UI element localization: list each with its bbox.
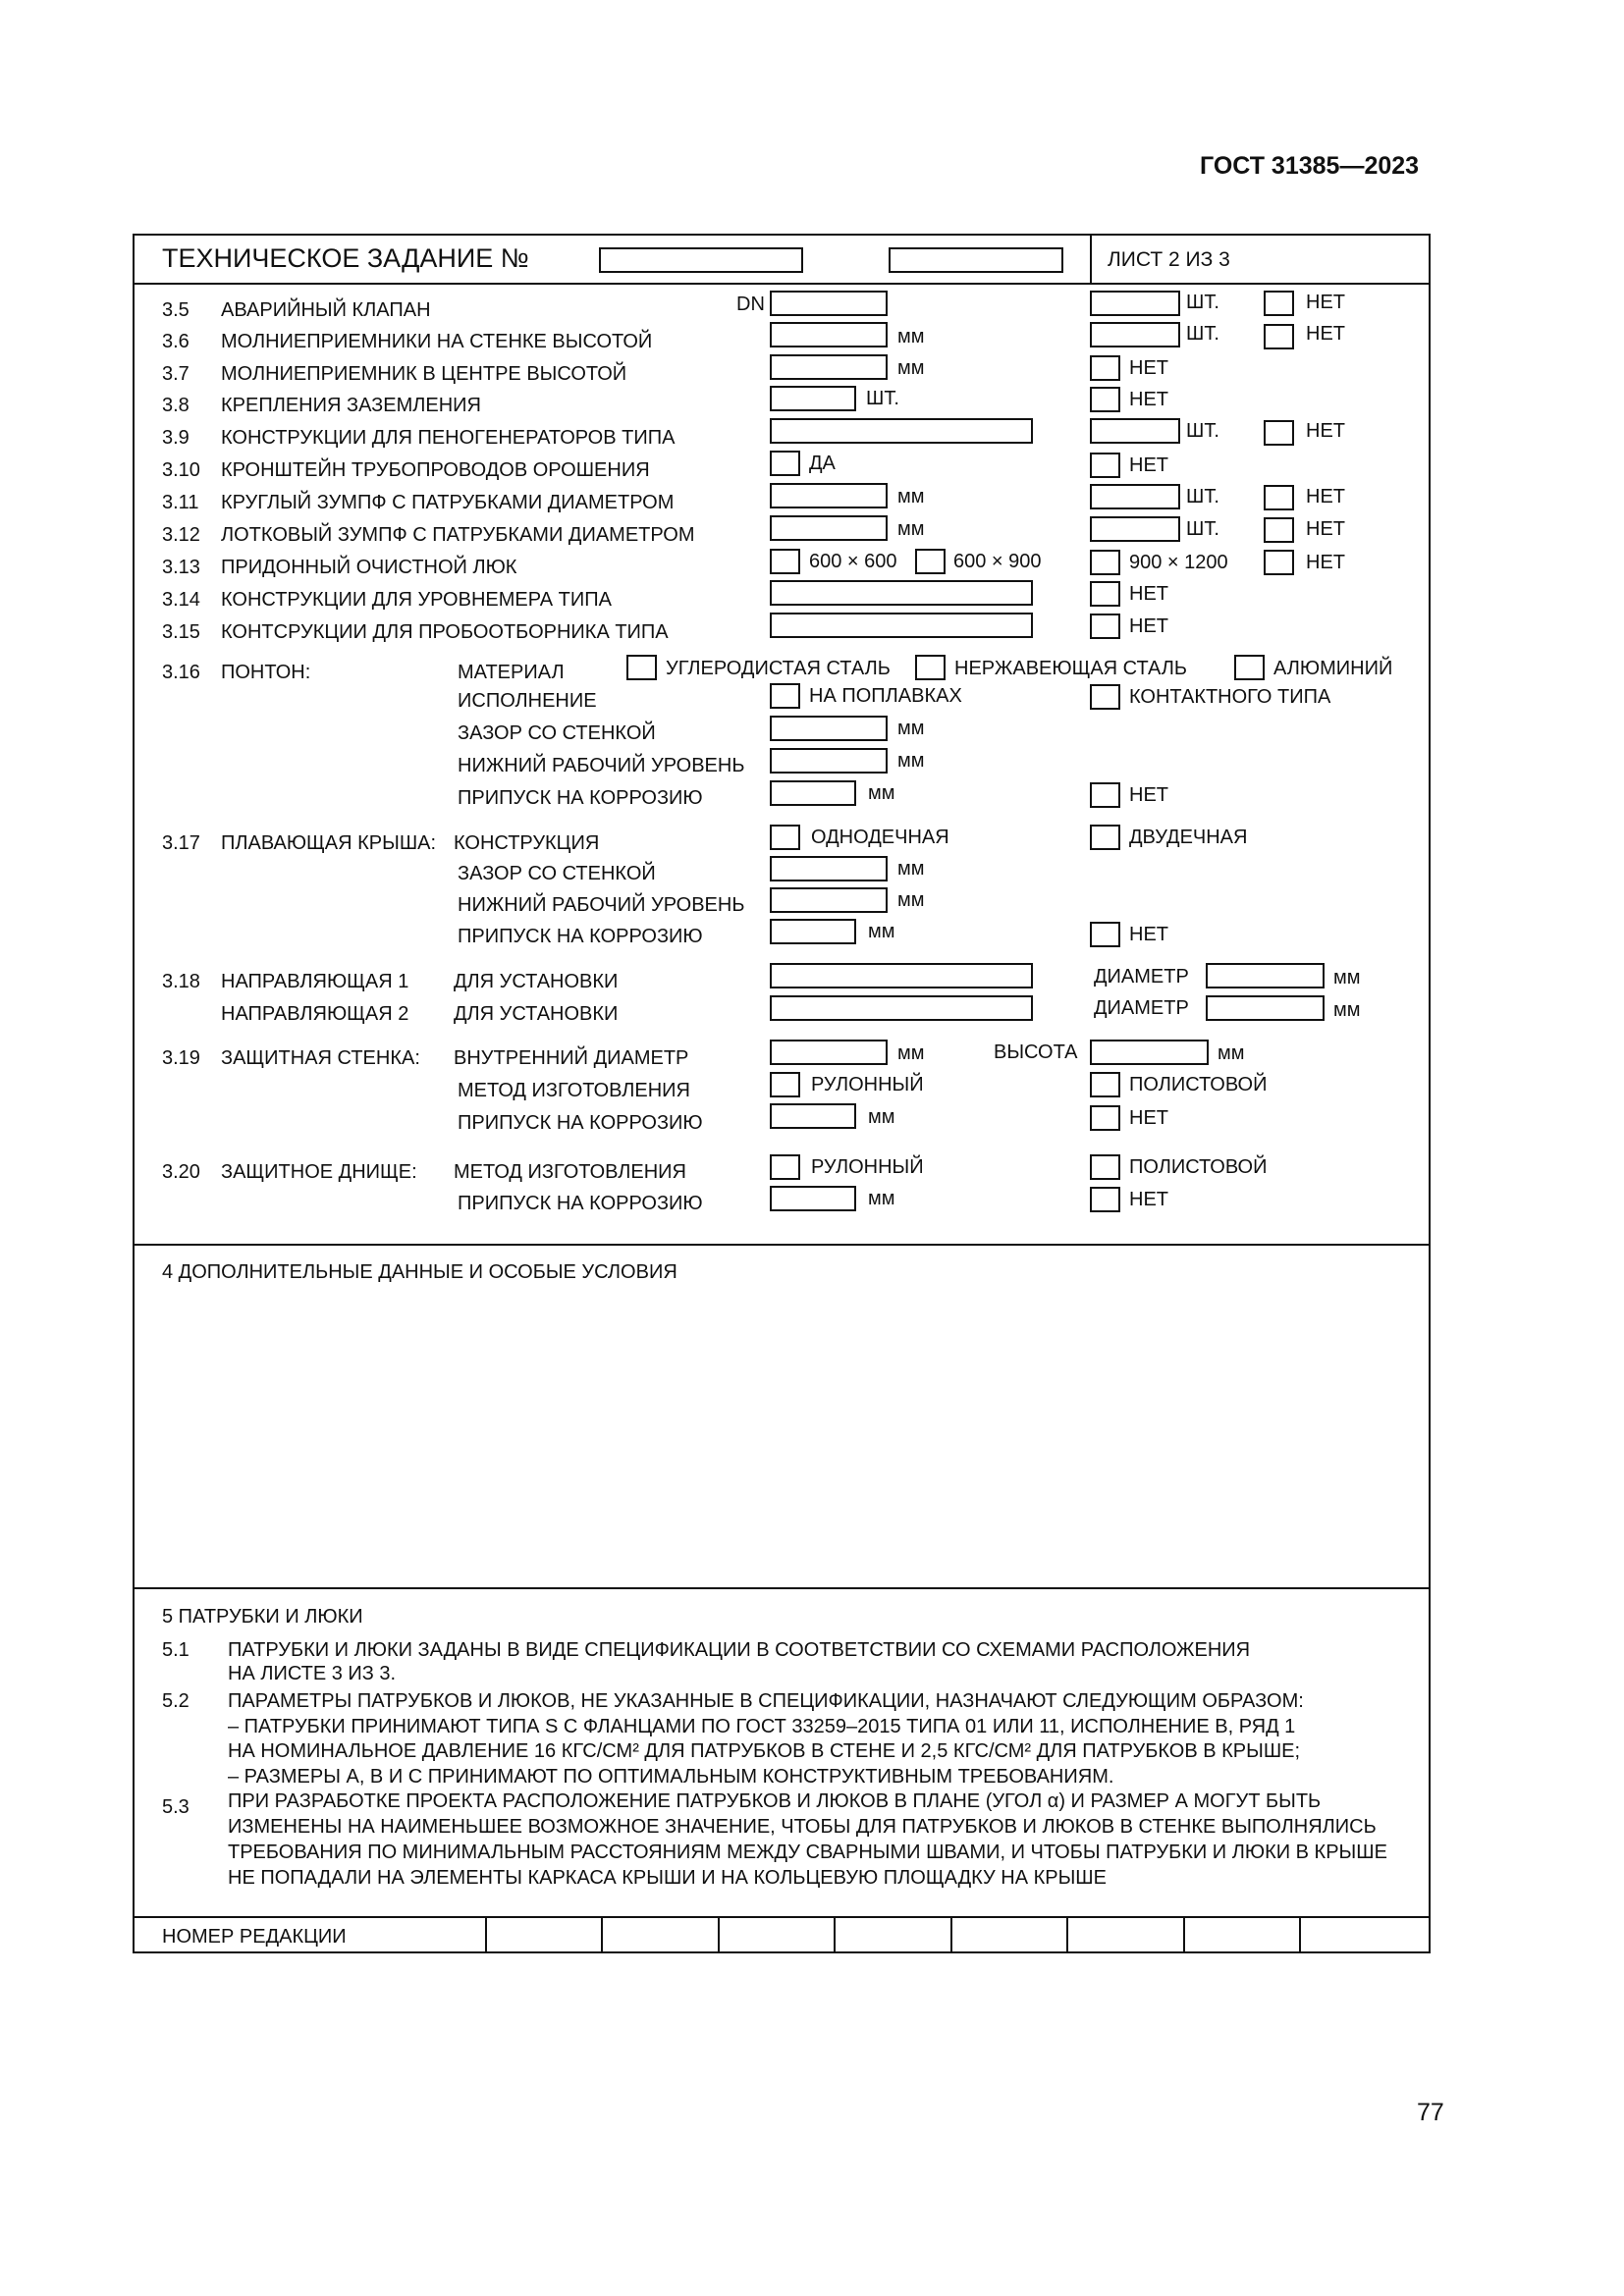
- pontoon-stainless-label: НЕРЖАВЕЮЩАЯ СТАЛЬ: [954, 658, 1188, 679]
- cleanout-size-label: 600 × 900: [953, 551, 1042, 572]
- pontoon-level-label: НИЖНИЙ РАБОЧИЙ УРОВЕНЬ: [458, 755, 745, 776]
- grounding-no-checkbox[interactable]: [1090, 387, 1120, 412]
- wall-roll-label: РУЛОННЫЙ: [811, 1074, 924, 1095]
- center-lightning-no-checkbox[interactable]: [1090, 355, 1120, 381]
- no-label: НЕТ: [1306, 518, 1345, 540]
- row-number: 3.18: [162, 971, 200, 992]
- no-label: НЕТ: [1129, 357, 1168, 379]
- paragraph-number: 5.1: [162, 1639, 189, 1661]
- diameter-label: ДИАМЕТР: [1094, 997, 1189, 1019]
- row-label: КОНСТРУКЦИИ ДЛЯ ПЕНОГЕНЕРАТОРОВ ТИПА: [221, 427, 676, 449]
- section-rule: [133, 1587, 1431, 1589]
- paragraph-number: 5.2: [162, 1690, 189, 1712]
- pontoon-carbon-steel-checkbox[interactable]: [626, 655, 657, 680]
- unit-pcs: ШТ.: [1186, 486, 1219, 507]
- roof-double-deck-checkbox[interactable]: [1090, 825, 1120, 850]
- foam-generator-no-checkbox[interactable]: [1264, 420, 1294, 446]
- unit-mm: мм: [1218, 1042, 1245, 1064]
- round-sump-diameter-field[interactable]: [770, 483, 888, 508]
- grounding-qty-field[interactable]: [770, 386, 856, 411]
- unit-mm: мм: [897, 518, 925, 540]
- row-label: ЗАЩИТНОЕ ДНИЩЕ:: [221, 1161, 417, 1183]
- roof-level-field[interactable]: [770, 887, 888, 913]
- row-label: КРУГЛЫЙ ЗУМПФ С ПАТРУБКАМИ ДИАМЕТРОМ: [221, 492, 675, 513]
- row-number: 3.14: [162, 589, 200, 611]
- cleanout-600x900-checkbox[interactable]: [915, 549, 946, 574]
- revision-cell-divider: [950, 1916, 952, 1953]
- cleanout-size-label: 900 × 1200: [1129, 552, 1228, 573]
- unit-pcs: ШТ.: [1186, 323, 1219, 345]
- cleanout-900x1200-checkbox[interactable]: [1090, 550, 1120, 575]
- paragraph-text: ТРЕБОВАНИЯ ПО МИНИМАЛЬНЫМ РАССТОЯНИЯМ МЕЖДУ СВАРНЫМИ ШВАМИ, И ЧТОБЫ ПАТРУБКИ И ЛЮКИ В КРЫШЕ: [228, 1842, 1387, 1863]
- unit-mm: мм: [897, 357, 925, 379]
- guide-1-install-field[interactable]: [770, 963, 1033, 988]
- row-label: МОЛНИЕПРИЕМНИК В ЦЕНТРЕ ВЫСОТОЙ: [221, 363, 627, 385]
- pontoon-carbon-steel-label: УГЛЕРОДИСТАЯ СТАЛЬ: [666, 658, 891, 679]
- yes-label: ДА: [809, 453, 836, 474]
- no-label: НЕТ: [1129, 1107, 1168, 1129]
- pontoon-design-label: ИСПОЛНЕНИЕ: [458, 690, 597, 712]
- cleanout-600x600-checkbox[interactable]: [770, 549, 800, 574]
- revision-cell-divider: [1299, 1916, 1301, 1953]
- pontoon-floats-checkbox[interactable]: [770, 683, 800, 709]
- standard-number: ГОСТ 31385—2023: [1200, 152, 1420, 180]
- no-label: НЕТ: [1129, 924, 1168, 945]
- wall-inner-diameter-label: ВНУТРЕННИЙ ДИАМЕТР: [454, 1047, 689, 1069]
- row-number: 3.19: [162, 1047, 200, 1069]
- bottom-corrosion-no-checkbox[interactable]: [1090, 1187, 1120, 1212]
- row-label: КОНТСРУКЦИИ ДЛЯ ПРОБООТБОРНИКА ТИПА: [221, 621, 669, 643]
- pontoon-stainless-checkbox[interactable]: [915, 655, 946, 680]
- row-label: АВАРИЙНЫЙ КЛАПАН: [221, 299, 431, 321]
- no-label: НЕТ: [1129, 454, 1168, 476]
- footer-rule: [133, 1916, 1431, 1918]
- emergency-valve-no-checkbox[interactable]: [1264, 291, 1294, 316]
- tray-sump-qty-field[interactable]: [1090, 516, 1180, 542]
- section-4-title: 4 ДОПОЛНИТЕЛЬНЫЕ ДАННЫЕ И ОСОБЫЕ УСЛОВИЯ: [162, 1261, 677, 1283]
- no-label: НЕТ: [1129, 1189, 1168, 1210]
- roof-corrosion-no-checkbox[interactable]: [1090, 922, 1120, 947]
- unit-mm: мм: [1333, 999, 1361, 1021]
- pontoon-contact-label: КОНТАКТНОГО ТИПА: [1129, 686, 1331, 708]
- pontoon-level-field[interactable]: [770, 748, 888, 774]
- round-sump-qty-field[interactable]: [1090, 484, 1180, 509]
- bottom-method-label: МЕТОД ИЗГОТОВЛЕНИЯ: [454, 1161, 686, 1183]
- unit-mm: мм: [868, 1188, 895, 1209]
- paragraph-text: – ПАТРУБКИ ПРИНИМАЮТ ТИПА S С ФЛАНЦАМИ ПО ГОСТ 33259–2015 ТИПА 01 ИЛИ 11, ИСПОЛНЕНИЕ В, РЯД 1: [228, 1716, 1296, 1737]
- emergency-valve-qty-field[interactable]: [1090, 291, 1180, 316]
- sampler-type-field[interactable]: [770, 613, 1033, 638]
- row-label: ПЛАВАЮЩАЯ КРЫША:: [221, 832, 437, 854]
- paragraph-text: ПРИ РАЗРАБОТКЕ ПРОЕКТА РАСПОЛОЖЕНИЕ ПАТРУБКОВ И ЛЮКОВ В ПЛАНЕ (УГОЛ α) И РАЗМЕР А МОГУТ БЫТЬ: [228, 1790, 1322, 1812]
- unit-mm: мм: [868, 921, 895, 942]
- unit-mm: мм: [868, 1106, 895, 1128]
- row-label: КОНСТРУКЦИИ ДЛЯ УРОВНЕМЕРА ТИПА: [221, 589, 612, 611]
- guide-1-diameter-field[interactable]: [1206, 963, 1325, 988]
- no-label: НЕТ: [1306, 292, 1345, 313]
- section-rule: [133, 1244, 1431, 1246]
- roof-construction-label: КОНСТРУКЦИЯ: [454, 832, 600, 854]
- row-number: 3.16: [162, 662, 200, 683]
- tray-sump-no-checkbox[interactable]: [1264, 517, 1294, 543]
- unit-pcs: ШТ.: [1186, 518, 1219, 540]
- header-rule: [133, 283, 1431, 285]
- row-number: 3.7: [162, 363, 189, 385]
- guide-2-install-field[interactable]: [770, 995, 1033, 1021]
- bottom-roll-checkbox[interactable]: [770, 1154, 800, 1180]
- wall-roll-checkbox[interactable]: [770, 1072, 800, 1097]
- wall-height-field[interactable]: [1090, 1040, 1209, 1065]
- roof-gap-field[interactable]: [770, 856, 888, 881]
- row-number: 3.8: [162, 395, 189, 416]
- wall-lightning-qty-field[interactable]: [1090, 322, 1180, 347]
- additional-data-area[interactable]: [147, 1291, 1414, 1575]
- emergency-valve-dn-field[interactable]: [770, 291, 888, 316]
- no-label: НЕТ: [1129, 583, 1168, 605]
- roof-corrosion-label: ПРИПУСК НА КОРРОЗИЮ: [458, 926, 703, 947]
- no-label: НЕТ: [1306, 486, 1345, 507]
- revision-cell-divider: [834, 1916, 836, 1953]
- pontoon-floats-label: НА ПОПЛАВКАХ: [809, 685, 962, 707]
- form-title: ТЕХНИЧЕСКОЕ ЗАДАНИЕ №: [162, 243, 529, 273]
- sprinkler-bracket-no-checkbox[interactable]: [1090, 453, 1120, 478]
- roof-double-deck-label: ДВУДЕЧНАЯ: [1129, 827, 1248, 848]
- bottom-roll-label: РУЛОННЫЙ: [811, 1156, 924, 1178]
- paragraph-text: – РАЗМЕРЫ А, В И С ПРИНИМАЮТ ПО ОПТИМАЛЬНЫМ КОНСТРУКТИВНЫМ ТРЕБОВАНИЯМ.: [228, 1766, 1114, 1788]
- pontoon-material-label: МАТЕРИАЛ: [458, 662, 565, 683]
- diameter-label: ДИАМЕТР: [1094, 966, 1189, 988]
- level-gauge-no-checkbox[interactable]: [1090, 581, 1120, 607]
- wall-lightning-height-field[interactable]: [770, 322, 888, 347]
- roof-single-deck-label: ОДНОДЕЧНАЯ: [811, 827, 949, 848]
- row-number: 3.6: [162, 331, 189, 352]
- no-label: НЕТ: [1306, 420, 1345, 442]
- guide-2-diameter-field[interactable]: [1206, 995, 1325, 1021]
- unit-mm: мм: [1333, 967, 1361, 988]
- no-label: НЕТ: [1129, 615, 1168, 637]
- row-number: 3.13: [162, 557, 200, 578]
- guide-1-install-label: ДЛЯ УСТАНОВКИ: [454, 971, 619, 992]
- roof-corrosion-field[interactable]: [770, 919, 856, 944]
- paragraph-text: НА ЛИСТЕ 3 ИЗ 3.: [228, 1663, 397, 1684]
- bottom-corrosion-field[interactable]: [770, 1186, 856, 1211]
- unit-mm: мм: [897, 486, 925, 507]
- wall-corrosion-field[interactable]: [770, 1103, 856, 1129]
- page-number: 77: [1417, 2099, 1444, 2126]
- paragraph-text: ПАТРУБКИ И ЛЮКИ ЗАДАНЫ В ВИДЕ СПЕЦИФИКАЦИИ В СООТВЕТСТВИИ СО СХЕМАМИ РАСПОЛОЖЕНИЯ: [228, 1639, 1251, 1661]
- foam-generator-qty-field[interactable]: [1090, 418, 1180, 444]
- form-code-field[interactable]: [889, 247, 1063, 273]
- row-number: 3.12: [162, 524, 200, 546]
- no-label: НЕТ: [1129, 389, 1168, 410]
- unit-mm: мм: [897, 718, 925, 739]
- revision-cell-divider: [1066, 1916, 1068, 1953]
- center-lightning-height-field[interactable]: [770, 354, 888, 380]
- unit-mm: мм: [897, 750, 925, 772]
- pontoon-corrosion-field[interactable]: [770, 780, 856, 806]
- roof-level-label: НИЖНИЙ РАБОЧИЙ УРОВЕНЬ: [458, 894, 745, 916]
- cleanout-size-label: 600 × 600: [809, 551, 897, 572]
- sheet-number: ЛИСТ 2 ИЗ 3: [1108, 248, 1230, 271]
- sampler-no-checkbox[interactable]: [1090, 614, 1120, 639]
- round-sump-no-checkbox[interactable]: [1264, 485, 1294, 510]
- sprinkler-bracket-yes-checkbox[interactable]: [770, 451, 800, 476]
- unit-mm: мм: [897, 858, 925, 880]
- row-label: КРЕПЛЕНИЯ ЗАЗЕМЛЕНИЯ: [221, 395, 481, 416]
- tray-sump-diameter-field[interactable]: [770, 515, 888, 541]
- pontoon-corrosion-label: ПРИПУСК НА КОРРОЗИЮ: [458, 787, 703, 809]
- unit-pcs: ШТ.: [1186, 420, 1219, 442]
- revision-cell-divider: [601, 1916, 603, 1953]
- roof-gap-label: ЗАЗОР СО СТЕНКОЙ: [458, 863, 656, 884]
- unit-mm: мм: [897, 889, 925, 911]
- row-label: ПРИДОННЫЙ ОЧИСТНОЙ ЛЮК: [221, 557, 517, 578]
- paragraph-text: НЕ ПОПАДАЛИ НА ЭЛЕМЕНТЫ КАРКАСА КРЫШИ И НА КОЛЬЦЕВУЮ ПЛОЩАДКУ НА КРЫШЕ: [228, 1867, 1107, 1889]
- revision-cell-divider: [1183, 1916, 1185, 1953]
- row-label: МОЛНИЕПРИЕМНИКИ НА СТЕНКЕ ВЫСОТОЙ: [221, 331, 653, 352]
- row-number: 3.15: [162, 621, 200, 643]
- no-label: НЕТ: [1129, 784, 1168, 806]
- height-label: ВЫСОТА: [994, 1041, 1078, 1063]
- bottom-sheet-checkbox[interactable]: [1090, 1154, 1120, 1180]
- wall-inner-diameter-field[interactable]: [770, 1040, 888, 1065]
- paragraph-text: НА НОМИНАЛЬНОЕ ДАВЛЕНИЕ 16 КГС/СМ² ДЛЯ ПАТРУБКОВ В СТЕНЕ И 2,5 КГС/СМ² ДЛЯ ПАТРУБКОВ В КРЫШЕ;: [228, 1740, 1301, 1762]
- revision-cell-divider: [718, 1916, 720, 1953]
- pontoon-contact-checkbox[interactable]: [1090, 684, 1120, 710]
- form-number-field[interactable]: [599, 247, 803, 273]
- bottom-sheet-label: ПОЛИСТОВОЙ: [1129, 1156, 1268, 1178]
- cleanout-no-checkbox[interactable]: [1264, 550, 1294, 575]
- no-label: НЕТ: [1306, 552, 1345, 573]
- unit-pcs: ШТ.: [1186, 292, 1219, 313]
- paragraph-text: ИЗМЕНЕНЫ НА НАИМЕНЬШЕЕ ВОЗМОЖНОЕ ЗНАЧЕНИЕ, ЧТОБЫ ДЛЯ ПАТРУБКОВ И ЛЮКОВ В СТЕНКЕ ВЫПОЛНЯЛИСЬ: [228, 1816, 1377, 1838]
- wall-method-label: МЕТОД ИЗГОТОВЛЕНИЯ: [458, 1080, 690, 1101]
- paragraph-text: ПАРАМЕТРЫ ПАТРУБКОВ И ЛЮКОВ, НЕ УКАЗАННЫЕ В СПЕЦИФИКАЦИИ, НАЗНАЧАЮТ СЛЕДУЮЩИМ ОБРАЗОМ:: [228, 1690, 1304, 1712]
- level-gauge-type-field[interactable]: [770, 580, 1033, 606]
- unit-mm: мм: [868, 782, 895, 804]
- row-number: 3.10: [162, 459, 200, 481]
- row-label: ЗАЩИТНАЯ СТЕНКА:: [221, 1047, 420, 1069]
- unit-pcs: ШТ.: [866, 388, 899, 409]
- pontoon-gap-field[interactable]: [770, 716, 888, 741]
- wall-lightning-no-checkbox[interactable]: [1264, 324, 1294, 349]
- row-number: 3.9: [162, 427, 189, 449]
- guide-2-label: НАПРАВЛЯЮЩАЯ 2: [221, 1003, 409, 1025]
- dn-label: DN: [736, 294, 765, 315]
- row-number: 3.5: [162, 299, 189, 321]
- bottom-corrosion-label: ПРИПУСК НА КОРРОЗИЮ: [458, 1193, 703, 1214]
- wall-sheet-checkbox[interactable]: [1090, 1072, 1120, 1097]
- paragraph-number: 5.3: [162, 1796, 189, 1818]
- wall-corrosion-label: ПРИПУСК НА КОРРОЗИЮ: [458, 1112, 703, 1134]
- guide-1-label: НАПРАВЛЯЮЩАЯ 1: [221, 971, 409, 992]
- unit-mm: мм: [897, 1042, 925, 1064]
- revision-cell-divider: [485, 1916, 487, 1953]
- row-number: 3.20: [162, 1161, 200, 1183]
- row-number: 3.17: [162, 832, 200, 854]
- pontoon-corrosion-no-checkbox[interactable]: [1090, 782, 1120, 808]
- header-divider: [1090, 234, 1092, 283]
- row-label: КРОНШТЕЙН ТРУБОПРОВОДОВ ОРОШЕНИЯ: [221, 459, 650, 481]
- no-label: НЕТ: [1306, 323, 1345, 345]
- guide-2-install-label: ДЛЯ УСТАНОВКИ: [454, 1003, 619, 1025]
- pontoon-aluminum-checkbox[interactable]: [1234, 655, 1265, 680]
- wall-sheet-label: ПОЛИСТОВОЙ: [1129, 1074, 1268, 1095]
- revision-label: НОМЕР РЕДАКЦИИ: [162, 1926, 347, 1948]
- pontoon-gap-label: ЗАЗОР СО СТЕНКОЙ: [458, 722, 656, 744]
- foam-generator-type-field[interactable]: [770, 418, 1033, 444]
- row-label: ЛОТКОВЫЙ ЗУМПФ С ПАТРУБКАМИ ДИАМЕТРОМ: [221, 524, 695, 546]
- unit-mm: мм: [897, 326, 925, 347]
- row-number: 3.11: [162, 492, 199, 513]
- section-5-title: 5 ПАТРУБКИ И ЛЮКИ: [162, 1606, 363, 1628]
- pontoon-aluminum-label: АЛЮМИНИЙ: [1273, 658, 1393, 679]
- wall-corrosion-no-checkbox[interactable]: [1090, 1105, 1120, 1131]
- roof-single-deck-checkbox[interactable]: [770, 825, 800, 850]
- row-label: ПОНТОН:: [221, 662, 311, 683]
